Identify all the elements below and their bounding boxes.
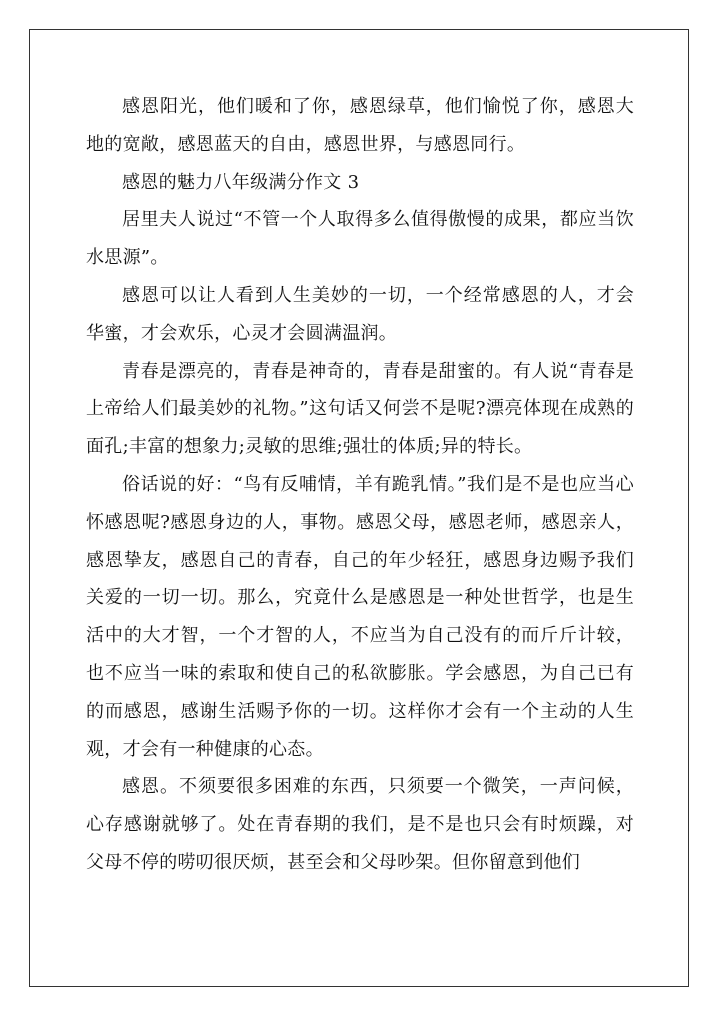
paragraph-gratitude-life: 感恩可以让人看到人生美妙的一切，一个经常感恩的人，才会华蜜，才会欢乐，心灵才会圆满温润。 bbox=[86, 284, 634, 344]
paragraph-curie-quote: 居里夫人说过“不管一个人取得多么值得傲慢的成果，都应当饮水思源”。 bbox=[86, 209, 634, 269]
paragraph-proverb: 俗话说的好：“鸟有反哺情，羊有跪乳情。”我们是不是也应当心怀感恩呢?感恩身边的人，事物。感恩父母，感恩老师，感恩亲人，感恩挚友，感恩自己的青春，自己的年少轻狂，感恩身边赐予我们关爱的一切一切。那么，究竟什么是感恩是一种处世哲学，也是生活中的大才智，一个才智的人，不应当为自己没有的而斤斤计较，也不应当一味的索取和使自己的私欲膨胀。学会感恩，为自己已有的而感恩，感谢生活赐予你的一切。这样你才会有一个主动的人生观，才会有一种健康的心态。 bbox=[86, 473, 634, 760]
paragraph-youth: 青春是漂亮的，青春是神奇的，青春是甜蜜的。有人说“青春是上帝给人们最美妙的礼物。”这句话又何尝不是呢?漂亮体现在成熟的面孔;丰富的想象力;灵敏的思维;强壮的体质;异的特长。 bbox=[86, 360, 634, 458]
paragraph-smile: 感恩。不须要很多困难的东西，只须要一个微笑，一声问候，心存感谢就够了。处在青春期的我们，是不是也只会有时烦躁，对父母不停的唠叨很厌烦，甚至会和父母吵架。但你留意到他们 bbox=[86, 776, 634, 873]
essay-title: 感恩的魅力八年级满分作文 3 bbox=[122, 171, 360, 193]
document-body bbox=[86, 88, 634, 882]
paragraph-gratitude-nature: 感恩阳光，他们暖和了你，感恩绿草，他们愉悦了你，感恩大地的宽敞，感恩蓝天的自由，感恩世界，与感恩同行。 bbox=[86, 96, 634, 155]
